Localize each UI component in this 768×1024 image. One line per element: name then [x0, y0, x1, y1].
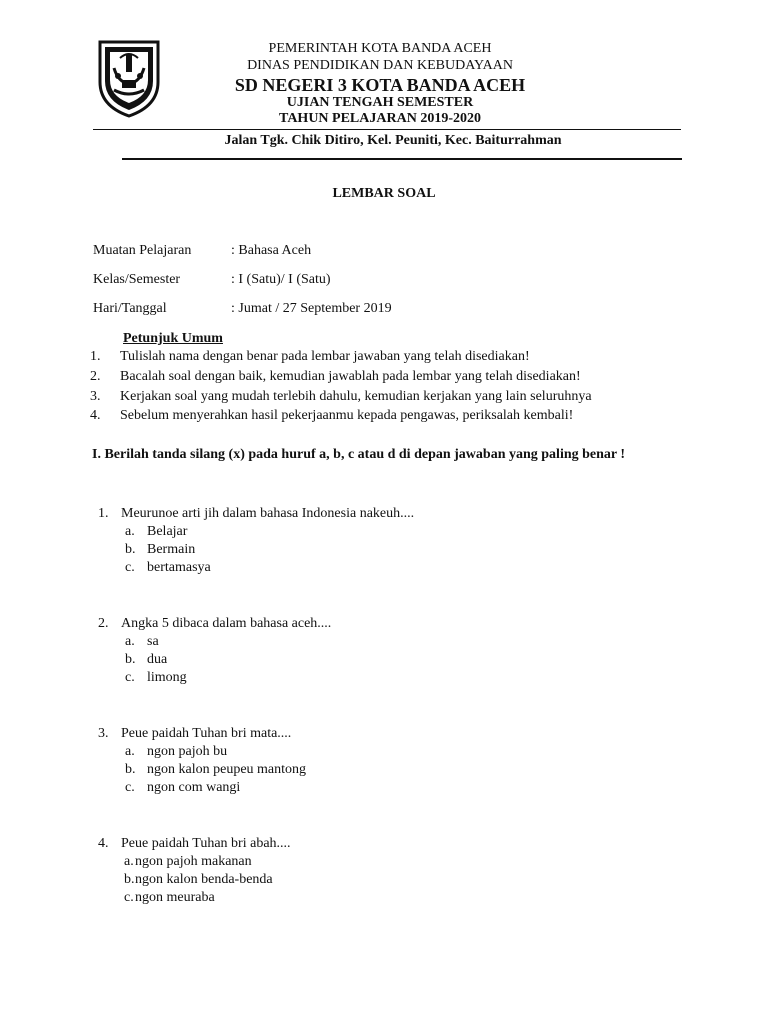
question-text: Angka 5 dibaca dalam bahasa aceh....: [121, 616, 332, 631]
option-text: limong: [147, 670, 187, 685]
option-letter: c.: [125, 560, 135, 575]
option-letter: a.: [125, 744, 135, 759]
question-text: Peue paidah Tuhan bri abah....: [121, 836, 291, 851]
instruction-number: 1.: [90, 349, 101, 364]
option-letter: b.: [125, 542, 136, 557]
option-text: ngon pajoh makanan: [135, 854, 252, 869]
option-text: ngon kalon benda-benda: [135, 872, 273, 887]
instruction-number: 4.: [90, 408, 101, 423]
info-label: Muatan Pelajaran: [93, 243, 192, 258]
header-exam-name: UJIAN TENGAH SEMESTER: [286, 95, 474, 110]
option-text: ngon kalon peupeu mantong: [147, 762, 307, 777]
instruction-text: Tulislah nama dengan benar pada lembar jawaban yang telah disediakan!: [120, 349, 530, 364]
option-letter: a.: [124, 854, 134, 869]
option-letter: a.: [125, 634, 135, 649]
instruction-text: Sebelum menyerahkan hasil pekerjaanmu kepada pengawas, periksalah kembali!: [120, 408, 574, 423]
section-heading: I. Berilah tanda silang (x) pada huruf a, b, c atau d di depan jawaban yang paling benar !: [92, 447, 626, 462]
instruction-number: 2.: [90, 369, 101, 384]
header-address: Jalan Tgk. Chik Ditiro, Kel. Peuniti, Kec. Baiturrahman: [224, 133, 562, 148]
instruction-text: Bacalah soal dengan baik, kemudian jawablah pada lembar yang telah disediakan!: [120, 369, 581, 384]
question-number: 2.: [98, 616, 109, 631]
sheet-title: LEMBAR SOAL: [332, 186, 436, 201]
option-letter: b.: [125, 652, 136, 667]
question-number: 3.: [98, 726, 109, 741]
question-number: 4.: [98, 836, 109, 851]
info-value: : Bahasa Aceh: [231, 243, 312, 258]
info-label: Kelas/Semester: [93, 272, 181, 287]
option-text: ngon meuraba: [135, 890, 215, 905]
option-letter: c.: [124, 890, 134, 905]
header-line-department: DINAS PENDIDIKAN DAN KEBUDAYAAN: [247, 58, 513, 73]
option-letter: b.: [124, 872, 135, 887]
info-value: : Jumat / 27 September 2019: [231, 301, 392, 316]
instructions-title: Petunjuk Umum: [123, 331, 223, 346]
option-text: sa: [147, 634, 159, 649]
question-number: 1.: [98, 506, 109, 521]
info-label: Hari/Tanggal: [93, 301, 167, 316]
option-text: bertamasya: [147, 560, 211, 575]
option-letter: b.: [125, 762, 136, 777]
info-value: : I (Satu)/ I (Satu): [231, 272, 331, 287]
option-text: Belajar: [147, 524, 188, 539]
header-divider-thick: [122, 158, 682, 160]
banda-aceh-crest-icon: [96, 38, 162, 118]
option-letter: a.: [125, 524, 135, 539]
option-text: ngon com wangi: [147, 780, 241, 795]
option-letter: c.: [125, 670, 135, 685]
instruction-number: 3.: [90, 389, 101, 404]
header-academic-year: TAHUN PELAJARAN 2019-2020: [279, 111, 481, 126]
option-letter: c.: [125, 780, 135, 795]
option-text: ngon pajoh bu: [147, 744, 228, 759]
option-text: dua: [147, 652, 168, 667]
instruction-text: Kerjakan soal yang mudah terlebih dahulu, kemudian kerjakan yang lain seluruhnya: [120, 389, 592, 404]
option-text: Bermain: [147, 542, 196, 557]
question-text: Peue paidah Tuhan bri mata....: [121, 726, 292, 741]
header-divider: [93, 129, 681, 130]
header-line-government: PEMERINTAH KOTA BANDA ACEH: [268, 41, 492, 56]
header-school-name: SD NEGERI 3 KOTA BANDA ACEH: [234, 75, 526, 95]
question-text: Meurunoe arti jih dalam bahasa Indonesia nakeuh....: [121, 506, 415, 521]
